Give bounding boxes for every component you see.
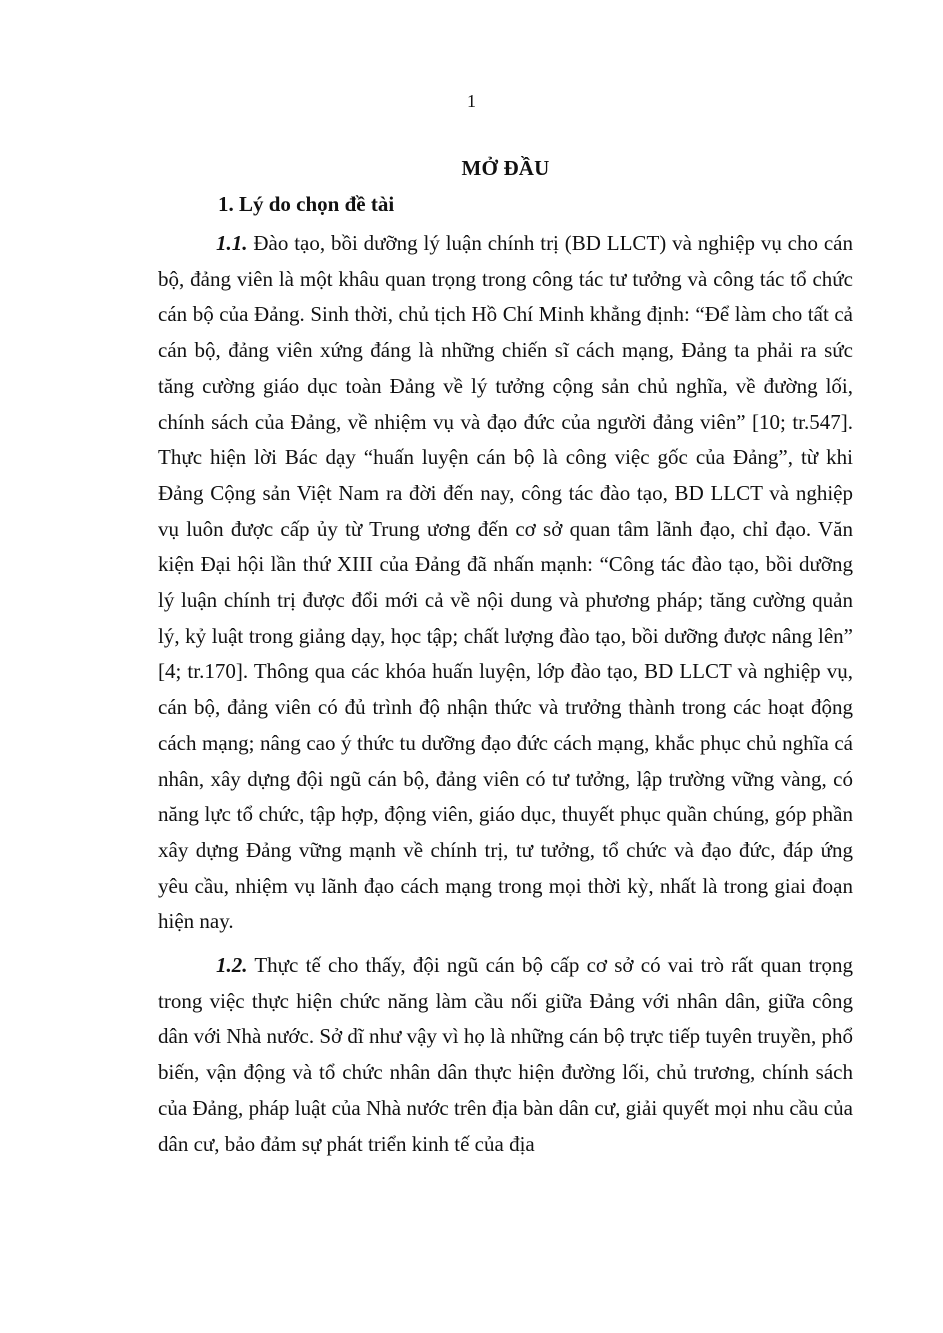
paragraph-number: 1.1.: [216, 231, 248, 255]
section-heading: 1. Lý do chọn đề tài: [218, 192, 395, 216]
document-body: [158, 152, 853, 1162]
paragraph-1-2: [158, 948, 853, 1162]
paragraph-text: Thực tế cho thấy, đội ngũ cán bộ cấp cơ sở có vai trò rất quan trọng trong việc thực hiện chức năng làm cầu nối giữa Đảng với nhân dân, giữa công dân với Nhà nước. Sở dĩ như vậy vì họ là những cán bộ trực tiếp tuyên truyền, phổ biến, vận động và tổ chức nhân dân thực hiện đường lối, chủ trương, chính sách của Đảng, pháp luật của Nhà nước trên địa bàn dân cư, giải quyết mọi nhu cầu của dân cư, bảo đảm sự phát triển kinh tế của địa: [158, 953, 853, 1156]
paragraph-text: Đào tạo, bồi dưỡng lý luận chính trị (BD LLCT) và nghiệp vụ cho cán bộ, đảng viên là một khâu quan trọng trong công tác tư tưởng và công tác tổ chức cán bộ của Đảng. Sinh thời, chủ tịch Hồ Chí Minh khẳng định: “Để làm cho tất cả cán bộ, đảng viên xứng đáng là những chiến sĩ cách mạng, Đảng ta phải ra sức tăng cường giáo dục toàn Đảng về lý tưởng cộng sản chủ nghĩa, về đường lối, chính sách của Đảng, về nhiệm vụ và đạo đức của người đảng viên” [10; tr.547]. Thực hiện lời Bác dạy “huấn luyện cán bộ là công việc gốc của Đảng”, từ khi Đảng Cộng sản Việt Nam ra đời đến nay, công tác đào tạo, BD LLCT và nghiệp vụ luôn được cấp ủy từ Trung ương đến cơ sở quan tâm lãnh đạo, chỉ đạo. Văn kiện Đại hội lần thứ XIII của Đảng đã nhấn mạnh: “Công tác đào tạo, bồi dưỡng lý luận chính trị được đổi mới cả về nội dung và phương pháp; tăng cường quản lý, kỷ luật trong giảng dạy, học tập; chất lượng đào tạo, bồi dưỡng được nâng lên” [4; tr.170]. Thông qua các khóa huấn luyện, lớp đào tạo, BD LLCT và nghiệp vụ, cán bộ, đảng viên có đủ trình độ nhận thức và trưởng thành trong các hoạt động cách mạng; nâng cao ý thức tu dưỡng đạo đức cách mạng, khắc phục chủ nghĩa cá nhân, xây dựng đội ngũ cán bộ, đảng viên có tư tưởng, lập trường vững vàng, có năng lực tổ chức, tập hợp, động viên, giáo dục, thuyết phục quần chúng, góp phần xây dựng Đảng vững mạnh về chính trị, tư tưởng, tổ chức và đạo đức, đáp ứng yêu cầu, nhiệm vụ lãnh đạo cách mạng trong mọi thời kỳ, nhất là trong giai đoạn hiện nay.: [158, 231, 853, 934]
page-title: MỞ ĐẦU: [461, 156, 550, 180]
paragraph-number: 1.2.: [216, 953, 248, 978]
paragraph-1-1: [158, 226, 853, 940]
page-number: 1: [467, 91, 476, 111]
